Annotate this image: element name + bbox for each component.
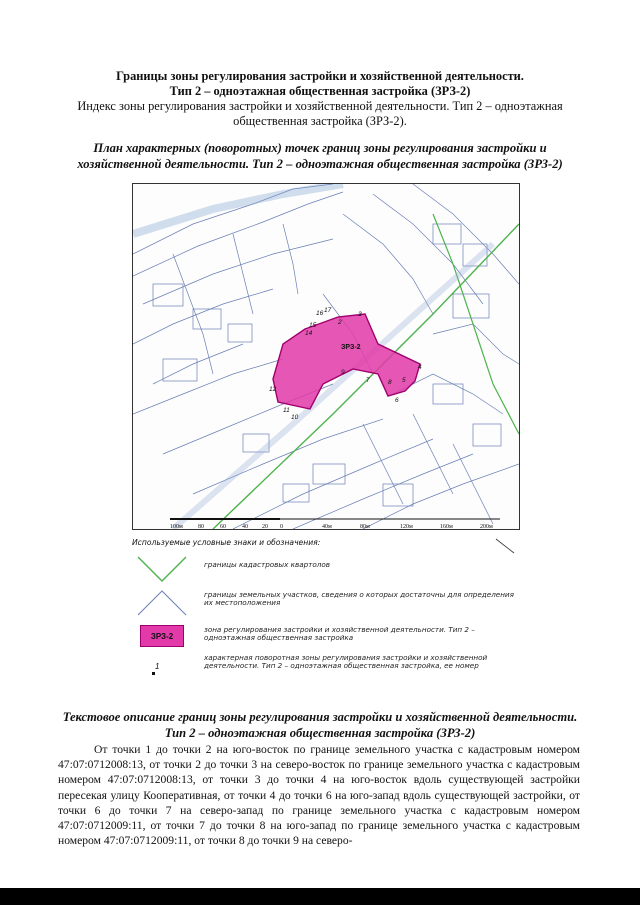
legend-text: границы земельных участков, сведения о которых достаточны для определения их местоположения	[204, 590, 514, 608]
point-label: 16	[316, 310, 324, 317]
green-line-icon	[132, 553, 196, 585]
title-block	[60, 69, 580, 129]
zone-map-label: ЗРЗ-2	[341, 344, 361, 351]
scale-label: 80	[198, 524, 204, 530]
scale-bar-drawing	[150, 517, 510, 531]
scale-label: 20	[262, 524, 268, 530]
scale-label: 100м	[170, 524, 183, 530]
plan-title: План характерных (поворотных) точек границ зоны регулирования застройки и хозяйственной деятельности. Тип 2 – одноэтажная общественная застройка (ЗРЗ-2)	[77, 141, 563, 171]
point-label: 2	[338, 319, 342, 326]
map-drawing	[133, 184, 519, 529]
point-label: 8	[388, 379, 392, 386]
scale-label: 80м	[360, 524, 370, 530]
cadastral-map	[132, 183, 520, 530]
text-title-line-2: Тип 2 – одноэтажная общественная застройка (ЗРЗ-2)	[164, 725, 476, 740]
point-label: 10	[291, 414, 299, 421]
scale-bar	[150, 517, 510, 531]
scale-label: 120м	[400, 524, 413, 530]
scale-label: 200м	[480, 524, 493, 530]
point-marker-icon	[152, 662, 182, 682]
point-label: 7	[366, 377, 370, 384]
body-paragraph: От точки 1 до точки 2 на юго-восток по границе земельного участка с кадастровым номером 47:07:0712008:13, от точки 2 до точки 3 на северо-восток по границе земельного участка с кадастровым номером 47:07:0712008:13, от точки 3 до точки 4 на юго-восток вдоль существующей застройки пересекая улицу Кооперативная, от точки 4 до точки 6 на юго-запад вдоль существующей застройки, от точки 6 до точки 7 на северо-запад по границе земельного участка с кадастровым номером 47:07:0712009:11, от точки 7 до точки 8 на юго-запад по границе земельного участка с кадастровым номером 47:07:0712009:11, от точки 8 до точки 9 на северо-	[58, 743, 580, 848]
point-label: 4	[418, 364, 422, 371]
legend-item-parcels	[132, 585, 512, 621]
point-label: 17	[324, 307, 332, 314]
legend-item-cadastral	[132, 553, 512, 583]
point-label: 14	[305, 330, 313, 337]
legend-text: границы кадастровых квартолов	[204, 560, 330, 569]
point-label: 6	[395, 397, 399, 404]
point-label: 5	[402, 377, 406, 384]
legend-heading: Используемые условные знаки и обозначения:	[132, 538, 321, 547]
scale-label: 0	[280, 524, 283, 530]
blue-line-icon	[132, 585, 196, 617]
legend-item-zone	[132, 622, 512, 652]
point-label: 3	[358, 311, 362, 318]
point-label: 9	[341, 369, 345, 376]
legend-text: характерная поворотная зоны регулирования застройки и хозяйственной деятельности. Тип 2 – одноэтажная общественная застройка, ее номер	[204, 653, 488, 671]
scan-bottom-edge	[0, 888, 640, 905]
point-label: 12	[269, 386, 277, 393]
text-title-line-1: Текстовое описание границ зоны регулирования застройки и хозяйственной деятельности.	[62, 710, 578, 724]
point-marker-label: 1	[155, 662, 160, 671]
scale-label: 60	[220, 524, 226, 530]
scale-label: 40м	[322, 524, 332, 530]
text-description-title	[40, 710, 600, 741]
point-label: 15	[309, 322, 317, 329]
point-label: 11	[283, 407, 290, 414]
scale-label: 40	[242, 524, 248, 530]
zone-legend-box: ЗРЗ-2	[140, 625, 184, 647]
text-description-body	[58, 742, 580, 848]
legend-item-point	[132, 652, 512, 696]
legend-text: зона регулирования застройки и хозяйственной деятельности. Тип 2 – одноэтажная общественная застройка	[204, 625, 475, 643]
header-line-3: Индекс зоны регулирования застройки и хозяйственной деятельности. Тип 2 – одноэтажная общественная застройка (ЗРЗ-2).	[77, 99, 563, 128]
header-line-2: Тип 2 – одноэтажная общественная застройка (ЗРЗ-2)	[169, 84, 471, 98]
header-line-1: Границы зоны регулирования застройки и хозяйственной деятельности.	[116, 69, 524, 83]
zone-labels	[341, 344, 361, 351]
scale-label: 160м	[440, 524, 453, 530]
